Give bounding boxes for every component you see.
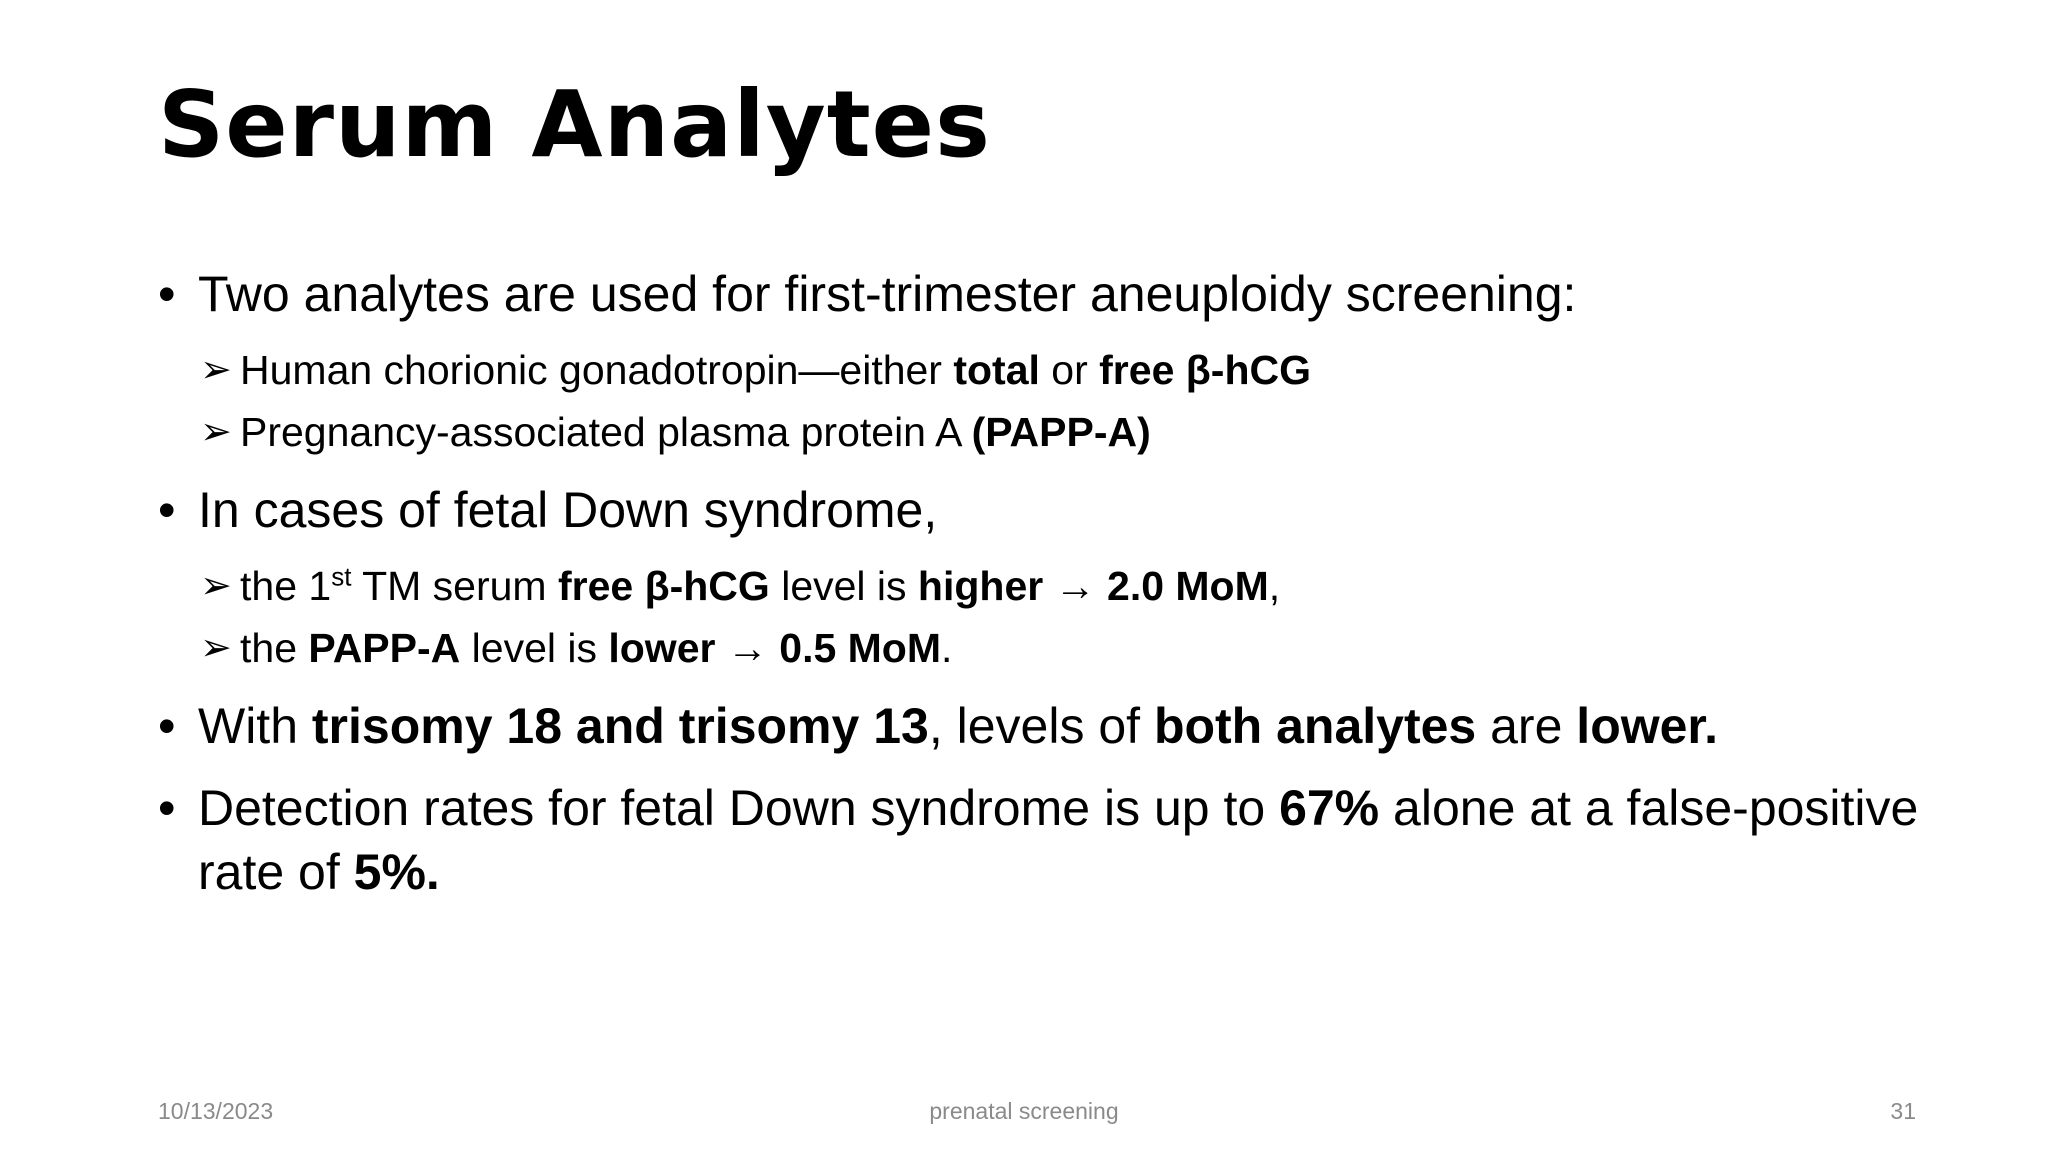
bullet-dot-icon: • — [158, 698, 176, 754]
bullet-group-3 — [158, 694, 1938, 758]
text-run: or — [1039, 347, 1100, 393]
text-run: Detection rates for fetal Down syndrome is up to — [198, 780, 1280, 836]
sub-bullet-item — [158, 620, 1938, 676]
sub-bullet-item — [158, 558, 1938, 614]
bullet-group-2 — [158, 478, 1938, 676]
sub-bullet-item — [158, 342, 1938, 398]
right-arrow-icon: → — [1043, 563, 1108, 609]
arrow-bullet-icon: ➢ — [200, 565, 232, 607]
bullet-group-1 — [158, 262, 1938, 460]
bold-text: lower — [608, 625, 716, 671]
bullet-text: Two analytes are used for first-trimester aneuploidy screening: — [198, 266, 1577, 322]
text-run: the — [240, 625, 309, 671]
text-run: are — [1476, 698, 1577, 754]
text-run: TM serum — [351, 563, 558, 609]
text-run: . — [941, 625, 953, 671]
bold-text: trisomy 18 and trisomy 13 — [311, 698, 929, 754]
bullet-dot-icon: • — [158, 780, 176, 836]
text-run: Pregnancy-associated plasma protein A — [240, 409, 972, 455]
bullet-text: In cases of fetal Down syndrome, — [198, 482, 938, 538]
bullet-item — [158, 776, 1938, 904]
bold-text: (PAPP-A) — [971, 409, 1151, 455]
bold-text: free β-hCG — [1099, 347, 1311, 393]
sub-bullet-text — [240, 558, 1280, 614]
bold-text: total — [953, 347, 1040, 393]
bullet-group-4 — [158, 776, 1938, 904]
bullet-dot-icon: • — [158, 482, 176, 538]
text-run: level is — [460, 625, 609, 671]
right-arrow-icon: → — [715, 625, 780, 671]
footer-date: 10/13/2023 — [158, 1098, 274, 1124]
page-number: 31 — [1890, 1098, 1916, 1124]
bullet-text — [198, 780, 1918, 900]
bold-text: both analytes — [1153, 698, 1477, 754]
bullet-dot-icon: • — [158, 266, 176, 322]
arrow-bullet-icon: ➢ — [200, 349, 232, 391]
bold-text: 67% — [1279, 780, 1380, 836]
text-run: With — [198, 698, 312, 754]
bullet-text — [198, 698, 1718, 754]
bold-text: PAPP-A — [308, 625, 461, 671]
bold-text: 5%. — [353, 844, 440, 900]
text-run: , — [1268, 563, 1281, 609]
bold-text: free β-hCG — [557, 563, 770, 609]
bold-text: 0.5 MoM — [779, 625, 942, 671]
text-run: level is — [769, 563, 918, 609]
sub-bullet-text — [240, 620, 952, 676]
arrow-bullet-icon: ➢ — [200, 411, 232, 453]
bullet-item — [158, 694, 1938, 758]
arrow-bullet-icon: ➢ — [200, 627, 232, 669]
superscript: st — [331, 561, 352, 592]
bullet-item — [158, 262, 1938, 326]
bullet-item — [158, 478, 1938, 542]
bold-text: higher — [917, 563, 1044, 609]
footer-title: prenatal screening — [929, 1098, 1119, 1124]
sub-bullet-text — [240, 404, 1151, 460]
text-run: , levels of — [928, 698, 1154, 754]
text-run: alone at a false-positive rate of — [198, 780, 1919, 900]
sub-bullet-item — [158, 404, 1938, 460]
bold-text: 2.0 MoM — [1107, 563, 1269, 609]
bold-text: lower. — [1576, 698, 1719, 754]
text-run: Human chorionic gonadotropin—either — [240, 347, 954, 393]
text-run: the 1 — [240, 563, 332, 609]
sub-bullet-text — [240, 342, 1311, 398]
slide-content — [158, 262, 1938, 922]
slide-title: Serum Analytes — [158, 71, 991, 178]
